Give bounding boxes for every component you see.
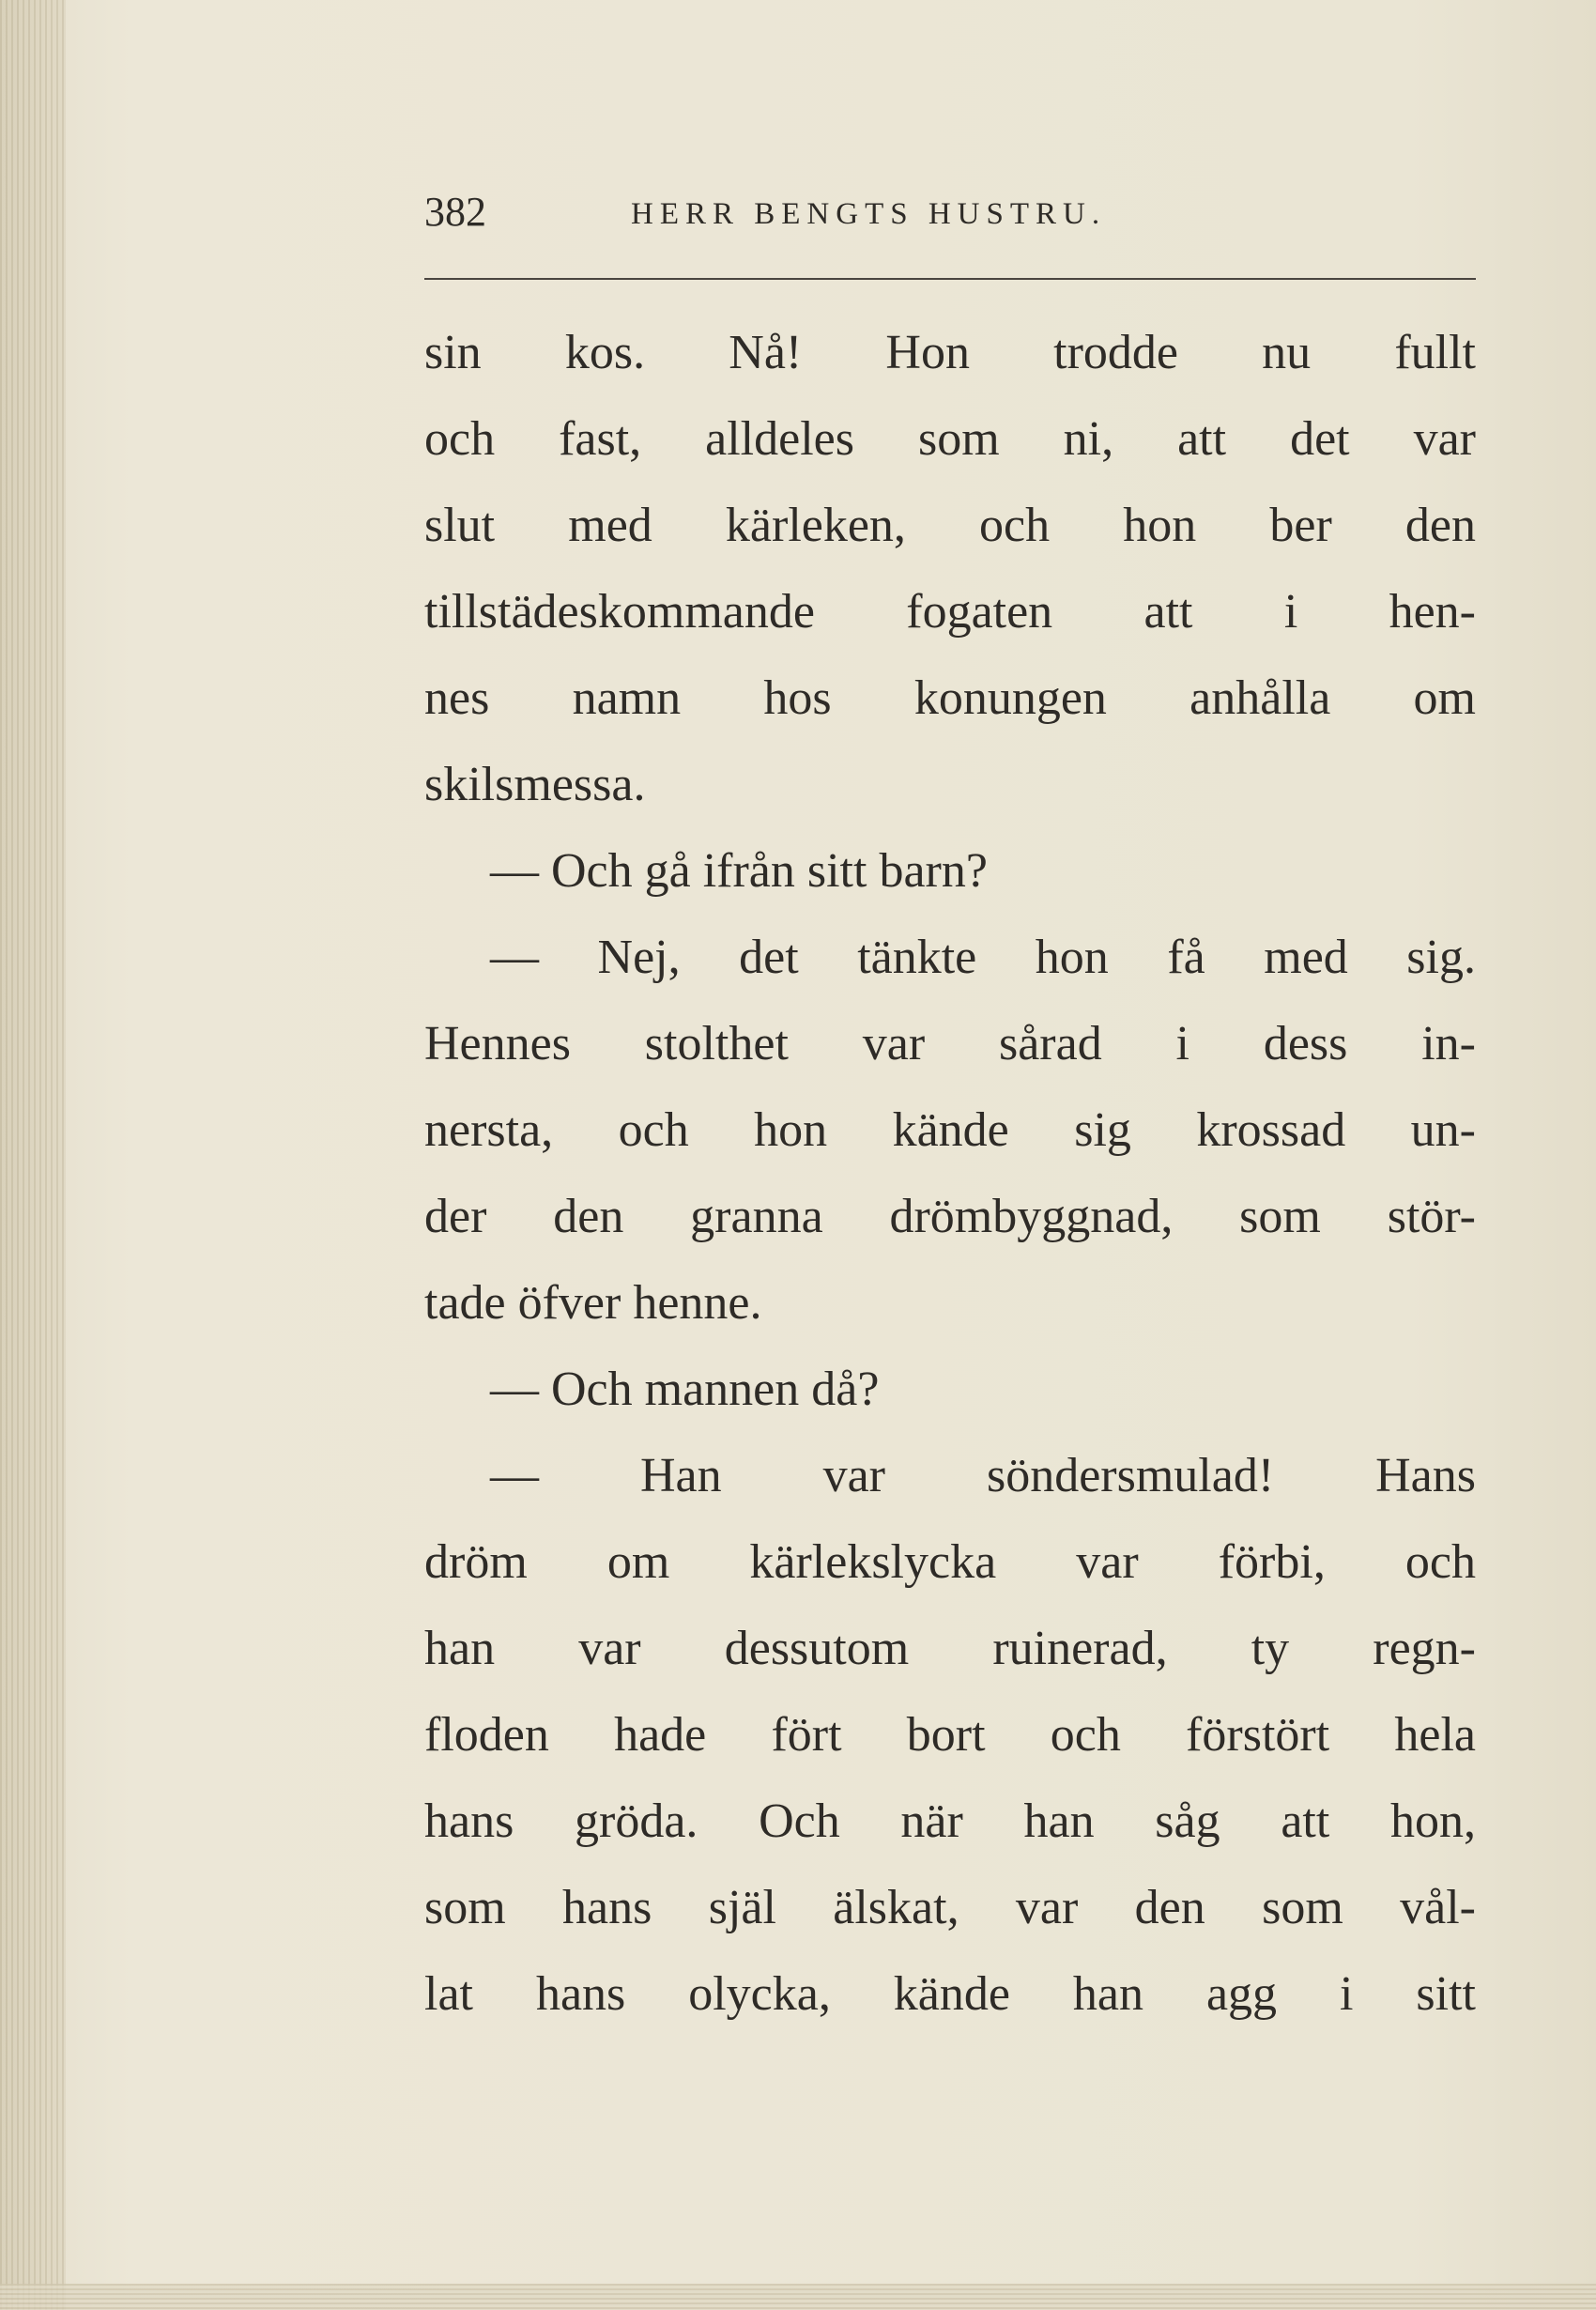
- text-line: han var dessutom ruinerad, ty regn-: [424, 1622, 1476, 1675]
- page-header: [424, 188, 1476, 244]
- text-line: som hans själ älskat, var den som vål-: [424, 1881, 1476, 1934]
- binding-gutter: [0, 0, 66, 2310]
- body-text: [424, 310, 1476, 2038]
- text-line: lat hans olycka, kände han agg i sitt: [424, 1967, 1476, 2021]
- running-title: HERR BENGTS HUSTRU.: [631, 197, 1107, 231]
- text-line: der den granna drömbyggnad, som stör-: [424, 1190, 1476, 1243]
- dialogue-line: — Och mannen då?: [490, 1363, 880, 1416]
- text-line: skilsmessa.: [424, 758, 646, 811]
- page-number: 382: [424, 189, 486, 235]
- dialogue-line: — Nej, det tänkte hon få med sig.: [490, 931, 1476, 984]
- dialogue-line: — Och gå ifrån sitt barn?: [490, 844, 988, 898]
- text-line: slut med kärleken, och hon ber den: [424, 499, 1476, 552]
- text-line: nes namn hos konungen anhålla om: [424, 671, 1476, 725]
- text-line: nersta, och hon kände sig krossad un-: [424, 1103, 1476, 1157]
- header-rule: [424, 278, 1476, 280]
- text-line: tade öfver henne.: [424, 1276, 762, 1330]
- page-bottom-edge: [0, 2284, 1596, 2310]
- dialogue-line: — Han var söndersmulad! Hans: [490, 1449, 1476, 1502]
- text-line: floden hade fört bort och förstört hela: [424, 1708, 1476, 1762]
- text-line: Hennes stolthet var sårad i dess in-: [424, 1017, 1476, 1070]
- text-line: och fast, alldeles som ni, att det var: [424, 412, 1476, 466]
- text-line: sin kos. Nå! Hon trodde nu fullt: [424, 326, 1476, 379]
- text-line: dröm om kärlekslycka var förbi, och: [424, 1535, 1476, 1589]
- text-line: tillstädeskommande fogaten att i hen-: [424, 585, 1476, 639]
- text-line: hans gröda. Och när han såg att hon,: [424, 1794, 1476, 1848]
